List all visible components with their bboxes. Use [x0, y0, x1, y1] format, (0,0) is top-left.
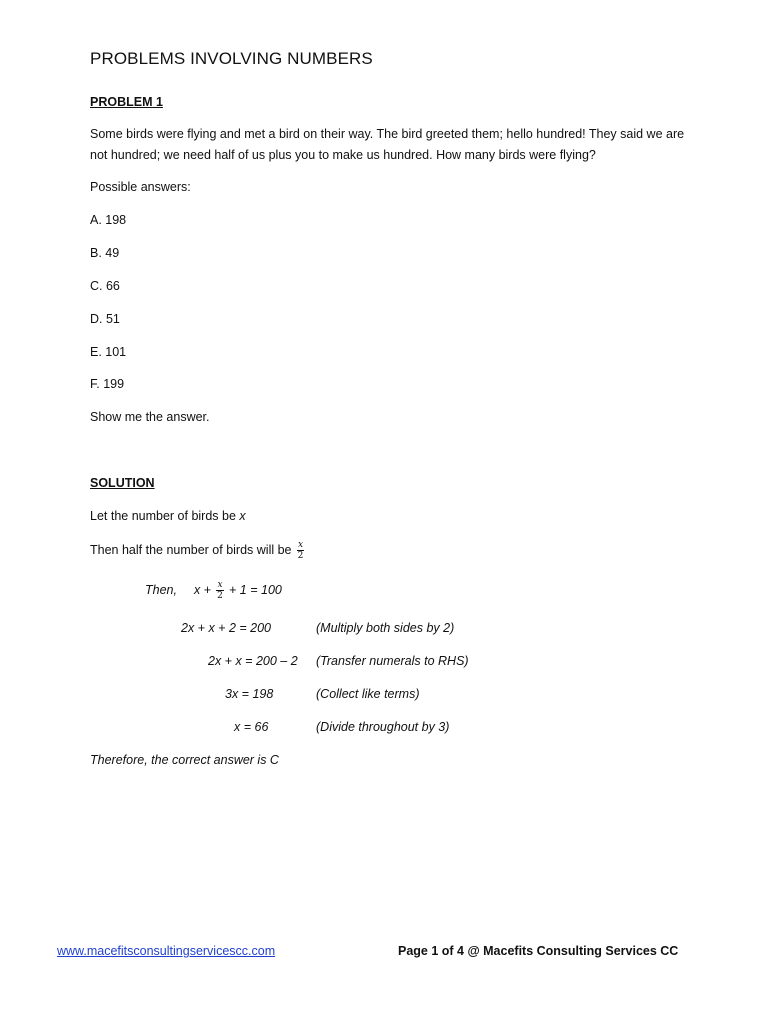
step-4-equation: x = 66 — [234, 720, 269, 734]
step-1-equation: 2x + x + 2 = 200 — [181, 621, 271, 635]
show-answer-text: Show me the answer. — [90, 410, 210, 424]
page-footer: Page 1 of 4 @ Macefits Consulting Services CC — [398, 944, 679, 958]
option-c: C. 66 — [90, 279, 120, 293]
let-statement — [90, 509, 246, 523]
solution-heading: SOLUTION — [90, 476, 155, 490]
website-link[interactable]: www.macefitsconsultingservicescc.com — [57, 944, 276, 958]
step-2-equation: 2x + x = 200 – 2 — [208, 654, 298, 668]
step-1-note: (Multiply both sides by 2) — [316, 621, 455, 635]
problem-heading: PROBLEM 1 — [90, 95, 163, 109]
equation-1 — [145, 580, 282, 601]
eq1-right: + 1 = 100 — [229, 582, 282, 597]
option-a: A. 198 — [90, 213, 127, 227]
half-text: Then half the number of birds will be — [90, 542, 292, 557]
step-2-note: (Transfer numerals to RHS) — [316, 654, 469, 668]
half-statement — [90, 540, 306, 561]
conclusion: Therefore, the correct answer is C — [90, 753, 279, 767]
let-text: Let the number of birds be — [90, 509, 240, 523]
step-4-note: (Divide throughout by 3) — [316, 720, 450, 734]
eq1-fraction: $\frac{x}{2}$ — [217, 580, 223, 601]
option-d: D. 51 — [90, 312, 120, 326]
problem-text: Some birds were flying and met a bird on their way. The bird greeted them; hello hundred! They said we are not hundred; we need half of us plus you to make us hundred. How many birds were flying? — [90, 127, 685, 162]
eq1-left: x + — [193, 582, 211, 597]
possible-answers-label: Possible answers: — [90, 180, 191, 194]
option-b: B. 49 — [90, 246, 120, 260]
option-f: F. 199 — [90, 377, 125, 391]
option-e: E. 101 — [90, 345, 127, 359]
step-3-note: (Collect like terms) — [316, 687, 420, 701]
then-label: Then, — [145, 582, 177, 597]
step-3-equation: 3x = 198 — [225, 687, 274, 701]
page-title: PROBLEMS INVOLVING NUMBERS — [90, 49, 373, 68]
fraction-x-over-2: $\frac{x}{2}$ — [297, 540, 304, 561]
let-variable: x — [239, 509, 246, 523]
